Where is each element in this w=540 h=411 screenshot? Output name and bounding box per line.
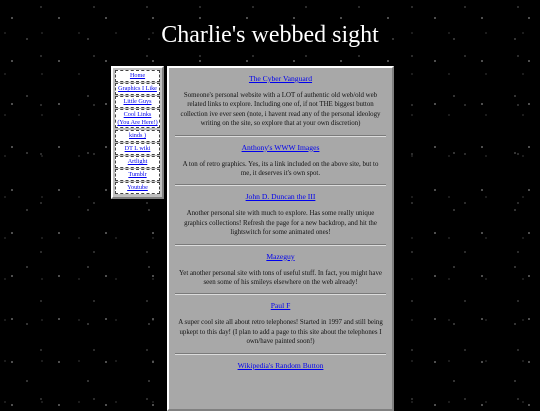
link-title[interactable]: Wikipedia's Random Button — [237, 360, 324, 370]
link-description: A super cool site all about retro telephones! Started in 1997 and still being upkept to this day! (I plan to add a page to this site about the telephones I own/have painted soon!) — [178, 319, 383, 346]
link-entry — [169, 355, 392, 370]
nav-link-graphics[interactable]: Graphics I Like — [115, 83, 160, 95]
link-entry — [169, 295, 392, 346]
link-entry — [169, 137, 392, 179]
nav-link-little-guys[interactable]: Little Guys — [115, 96, 160, 108]
nav-link-home[interactable]: Home — [115, 70, 160, 82]
nav-link-artlight[interactable]: Artlight — [115, 156, 160, 168]
nav-link-dtl-wiki[interactable]: DT L wiki — [115, 143, 160, 155]
links-panel — [167, 66, 394, 411]
link-description: Someone's personal website with a LOT of authentic old web/old web related links to explore. Including one of, if not THE biggest button collection ive ever seen (note, i havent read any of the personal ideology writing on the site, so explore that at your own discretion) — [180, 92, 381, 128]
nav-link-cool-links[interactable]: Cool Links (You Are Here!) — [115, 109, 160, 128]
link-entry — [169, 246, 392, 288]
link-title[interactable]: Anthony's WWW Images — [241, 142, 320, 152]
link-title[interactable]: Paul F — [270, 301, 291, 311]
nav-link-kinds[interactable]: kinds ) — [115, 130, 160, 142]
link-description: Another personal site with much to explore. Has some really unique graphics collections! Refresh the page for a new backdrop, and hit the lightswitch for some animated ones! — [184, 210, 377, 237]
nav-link-youtube[interactable]: Youtube — [115, 182, 160, 194]
sidebar-nav — [111, 66, 164, 199]
link-description: A ton of retro graphics. Yes, its a link included on the above site, but to me, it deserves it's own spot. — [182, 160, 379, 178]
link-title[interactable]: Mazeguy — [266, 251, 295, 261]
link-entry — [169, 68, 392, 129]
link-title[interactable]: John D. Duncan the III — [245, 192, 316, 202]
nav-link-tumblr[interactable]: Tumblr — [115, 169, 160, 181]
link-title[interactable]: The Cyber Vanguard — [248, 74, 313, 83]
link-description: Yet another personal site with tons of useful stuff. In fact, you might have seen some of his smileys elsewhere on the web already! — [179, 269, 382, 287]
link-entry — [169, 186, 392, 237]
site-title: Charlie's webbed sight — [161, 22, 379, 48]
